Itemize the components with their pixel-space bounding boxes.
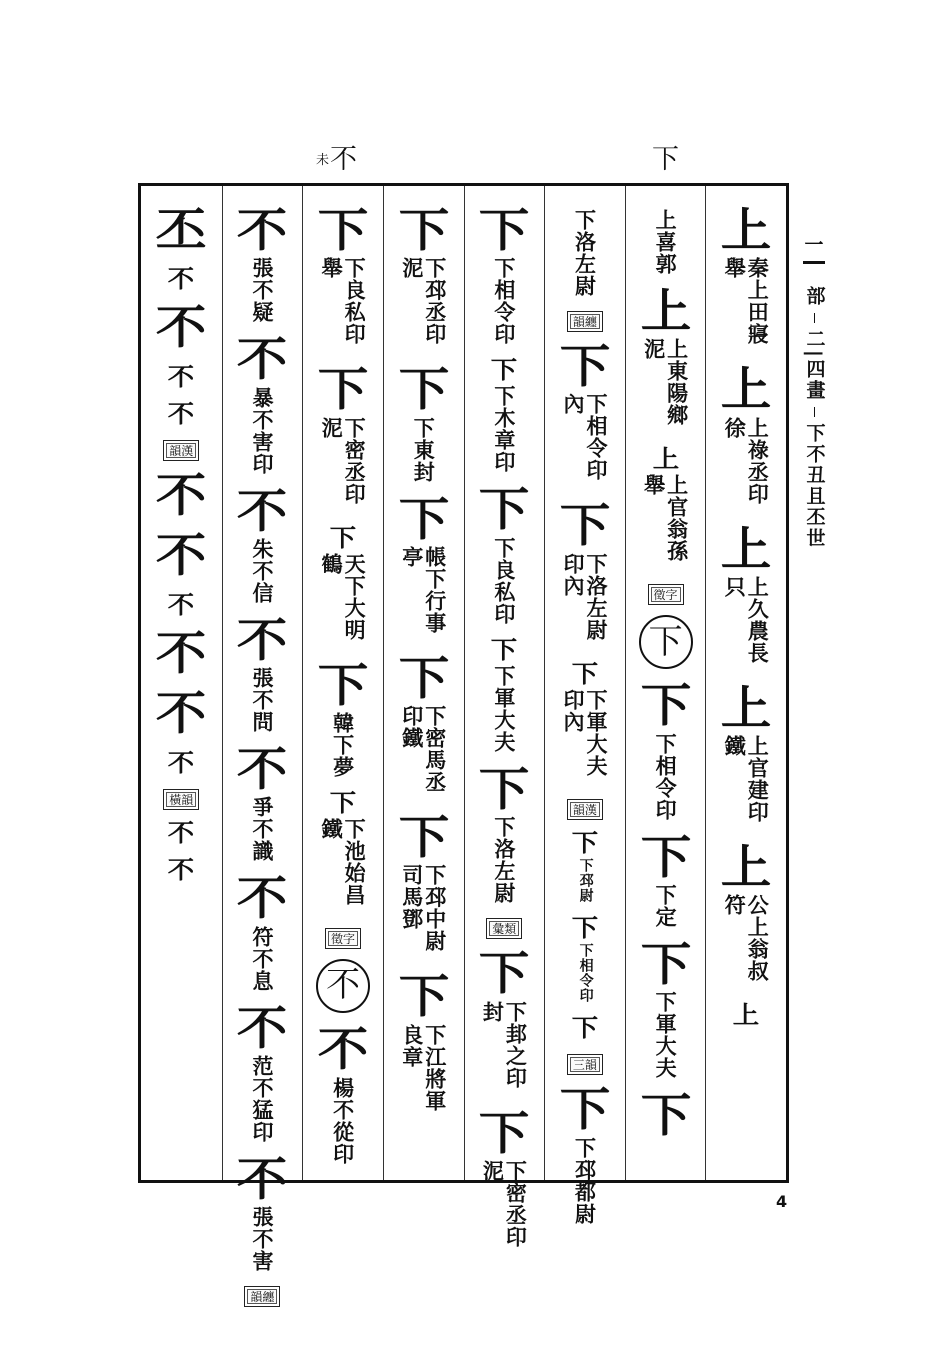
seal-caption: 上喜郭 — [653, 209, 679, 275]
seal-glyph: 下 — [491, 355, 518, 385]
table-column — [141, 186, 222, 1180]
seal-glyph: 不 — [237, 742, 288, 797]
seal-caption: 天下大明鶴 — [319, 552, 368, 641]
seal-entry — [573, 206, 596, 297]
seal-glyph: 下 — [640, 829, 691, 884]
header-char-left-small: 未 — [316, 153, 330, 168]
seal-glyph: 下 — [491, 634, 518, 664]
seal-entry — [479, 482, 530, 625]
seal-entry — [492, 357, 516, 473]
seal-glyph: 上 — [720, 203, 772, 257]
seal-glyph: 不 — [168, 817, 195, 847]
seal-glyph: 下 — [559, 498, 611, 553]
page-number: 4 — [776, 1192, 788, 1211]
seal-glyph: 下 — [571, 1013, 599, 1043]
seal-glyph: 上 — [720, 521, 772, 576]
seal-entry — [168, 361, 195, 391]
header-char-left — [316, 146, 357, 173]
seal-entry — [156, 686, 207, 741]
table-column — [705, 186, 786, 1180]
seal-entry — [168, 817, 195, 847]
seal-caption: 下相令印 — [577, 943, 594, 1004]
seal-entry — [168, 398, 195, 428]
seal-glyph: 不 — [237, 871, 288, 926]
seal-caption: 爭不識 — [249, 796, 275, 863]
seal-caption: 暴不害印 — [249, 386, 275, 475]
seal-entry — [237, 1000, 288, 1144]
seal-entry — [398, 491, 449, 642]
seal-glyph: 下 — [479, 946, 530, 1001]
seal-glyph: 下 — [398, 969, 449, 1024]
seal-glyph: 下 — [398, 203, 449, 257]
seal-entry — [156, 468, 207, 523]
seal-entry — [237, 742, 288, 863]
radical-char: 一 — [804, 234, 824, 256]
seal-entry — [398, 203, 449, 353]
seal-entry — [156, 625, 207, 680]
seal-glyph: 下 — [640, 1088, 691, 1143]
source-badge: 徵字 — [648, 584, 684, 605]
seal-entry — [398, 362, 449, 483]
seal-entry — [559, 498, 611, 648]
seal-entry — [640, 829, 691, 929]
seal-caption: 下洛左尉 — [572, 209, 598, 297]
seal-caption: 下軍大夫 — [653, 991, 679, 1080]
seal-glyph: 上 — [640, 284, 691, 338]
header-char-right: 下 — [652, 144, 679, 175]
seal-glyph: 丕 — [156, 203, 207, 257]
seal-caption: 朱不信 — [249, 537, 275, 604]
seal-entry — [237, 612, 288, 734]
seal-glyph: 下 — [571, 912, 599, 942]
seal-entry — [571, 912, 599, 1004]
seal-caption: 符不息 — [249, 925, 275, 992]
seal-glyph: 上 — [732, 1000, 760, 1030]
table-column — [302, 186, 383, 1180]
seal-entry — [720, 203, 772, 353]
seal-entry — [560, 658, 610, 785]
seal-entry — [642, 446, 688, 570]
seal-caption: 上久農長只 — [722, 575, 771, 664]
seal-caption: 下軍大夫 — [491, 664, 517, 753]
seal-entry — [720, 362, 772, 512]
seal-entry — [168, 854, 195, 884]
seal-caption: 上祿丞印徐 — [722, 416, 771, 505]
source-badge: 彙類 — [486, 918, 522, 939]
table-column — [464, 186, 545, 1248]
seal-glyph: 下 — [317, 362, 369, 417]
seal-glyph: 不 — [168, 589, 195, 619]
seal-glyph: 下 — [559, 339, 611, 393]
radical-label: 部 — [803, 286, 826, 307]
seal-caption: 下定 — [653, 884, 679, 929]
seal-caption: 上東陽鄉泥 — [641, 338, 690, 427]
seal-entry — [156, 528, 207, 583]
seal-entry — [319, 522, 368, 649]
seal-caption: 秦上田寢舉 — [722, 257, 771, 346]
seal-entry — [640, 937, 691, 1080]
seal-entry — [320, 790, 366, 914]
seal-caption: 下密丞印泥 — [319, 416, 368, 505]
seal-glyph: 上 — [652, 444, 679, 474]
seal-glyph: 下 — [479, 1105, 530, 1160]
seal-caption: 張不問 — [249, 667, 275, 734]
seal-glyph: 下 — [398, 810, 449, 865]
seal-entry — [237, 332, 288, 475]
seal-glyph: 不 — [156, 686, 207, 741]
seal-glyph: 下 — [479, 482, 530, 537]
seal-entry — [168, 589, 195, 619]
seal-entry — [398, 650, 449, 801]
divider — [814, 407, 815, 417]
seal-caption: 上官翁孫舉 — [641, 474, 690, 563]
seal-entry — [317, 203, 369, 353]
seal-glyph: 不 — [168, 854, 195, 884]
seal-caption: 下洛左尉印內 — [560, 552, 610, 641]
seal-caption: 下邳丞印泥 — [399, 257, 448, 346]
seal-entry — [640, 1088, 691, 1143]
seal-caption: 帳下行事亭 — [399, 545, 448, 634]
seal-caption: 張不害 — [249, 1206, 275, 1273]
seal-caption: 下相令印內 — [560, 393, 610, 482]
seal-glyph: 下 — [479, 761, 530, 816]
table-column — [625, 186, 706, 1180]
seal-entry — [237, 1152, 288, 1273]
seal-entry — [732, 1000, 760, 1030]
seal-entry — [720, 680, 772, 831]
radical-rule — [803, 261, 825, 264]
seal-caption: 上官建印鐵 — [722, 735, 771, 824]
seal-glyph: 上 — [720, 362, 772, 417]
seal-caption: 下池始昌鐵 — [319, 818, 368, 907]
seal-glyph: 不 — [316, 959, 370, 1013]
seal-caption: 楊不從印 — [330, 1076, 356, 1165]
seal-glyph: 下 — [398, 491, 449, 546]
seal-caption: 下邳尉 — [577, 857, 594, 903]
seal-entry — [316, 959, 370, 1013]
seal-entry — [571, 827, 599, 903]
seal-glyph: 下 — [571, 658, 599, 688]
seal-glyph: 下 — [317, 657, 369, 712]
seal-caption: 下木章印 — [491, 385, 517, 474]
seal-caption: 下良私印舉 — [319, 257, 368, 346]
seal-entry — [237, 871, 288, 992]
seal-entry — [398, 810, 449, 960]
seal-entry — [156, 203, 207, 257]
seal-caption: 下東封 — [411, 416, 437, 483]
seal-entry — [479, 761, 530, 905]
seal-caption: 下洛左尉 — [491, 816, 517, 905]
seal-glyph: 不 — [237, 1152, 288, 1207]
seal-glyph: 下 — [329, 522, 357, 552]
seal-glyph: 上 — [720, 680, 772, 735]
source-badge: 韻漢 — [567, 799, 603, 820]
seal-entry — [559, 339, 611, 489]
source-badge: 徵字 — [325, 928, 361, 949]
seal-entry — [317, 362, 369, 512]
seal-glyph: 不 — [168, 361, 195, 391]
seal-glyph: 不 — [168, 747, 195, 777]
seal-entry — [479, 1105, 530, 1256]
seal-caption: 范不猛印 — [249, 1055, 275, 1144]
seal-glyph: 不 — [168, 264, 195, 294]
seal-caption: 下邽之印封 — [480, 1000, 529, 1089]
divider — [814, 313, 815, 323]
seal-caption: 下邳都尉 — [572, 1136, 598, 1225]
seal-entry — [168, 747, 195, 777]
seal-entry — [640, 678, 691, 821]
seal-entry — [398, 969, 449, 1119]
seal-glyph: 下 — [317, 203, 369, 257]
seal-entry — [491, 634, 518, 753]
seal-glyph: 不 — [156, 468, 207, 523]
seal-entry — [720, 521, 772, 672]
seal-glyph: 上 — [720, 840, 772, 895]
seal-entry — [640, 284, 691, 434]
seal-glyph: 不 — [168, 398, 195, 428]
table-column — [544, 186, 625, 1225]
seal-entry — [237, 483, 288, 604]
source-badge: 韻漢 — [163, 440, 199, 461]
source-badge: 橫韻 — [163, 789, 199, 810]
seal-caption: 下密丞印泥 — [480, 1159, 529, 1248]
seal-caption: 下相令印 — [491, 257, 517, 346]
seal-glyph: 不 — [237, 1000, 288, 1055]
seal-caption: 下密馬丞印鐵 — [399, 705, 448, 794]
seal-caption: 下江將軍良章 — [399, 1023, 448, 1112]
section-characters: 下不丑且丕世 — [803, 422, 826, 549]
seal-glyph: 下 — [640, 678, 691, 733]
seal-entry — [156, 300, 207, 355]
seal-entry — [317, 657, 369, 779]
seal-entry — [168, 264, 195, 294]
stroke-range: 二|四畫 — [803, 329, 826, 401]
seal-glyph: 不 — [237, 612, 288, 667]
seal-caption: 下軍大夫印內 — [560, 688, 610, 777]
source-badge: 韻纏 — [244, 1286, 280, 1307]
seal-glyph: 不 — [237, 332, 288, 387]
seal-entry — [317, 1022, 369, 1165]
table-column — [222, 186, 303, 1305]
seal-caption: 張不疑 — [249, 257, 275, 324]
seal-entry — [479, 203, 530, 346]
seal-glyph: 下 — [479, 203, 530, 257]
header-char-left-main: 不 — [330, 144, 358, 175]
side-index — [796, 230, 832, 549]
seal-glyph: 不 — [237, 203, 288, 257]
seal-caption: 公上翁叔符 — [722, 894, 771, 983]
seal-glyph: 不 — [317, 1022, 369, 1077]
source-badge: 三韻 — [567, 1054, 603, 1075]
seal-glyph: 下 — [640, 937, 691, 992]
seal-entry — [654, 206, 677, 275]
seal-glyph: 不 — [237, 483, 288, 538]
seal-caption: 韓下夢 — [330, 712, 356, 779]
seal-caption: 下邳中尉司馬鄧 — [399, 864, 448, 953]
seal-entry — [479, 946, 530, 1096]
seal-glyph: 下 — [639, 615, 693, 669]
seal-glyph: 不 — [156, 300, 207, 355]
seal-glyph: 下 — [559, 1082, 611, 1137]
seal-entry — [571, 1013, 599, 1043]
seal-entry — [720, 840, 772, 990]
seal-caption: 下良私印 — [491, 536, 517, 625]
seal-glyph: 下 — [398, 650, 449, 705]
seal-entry — [237, 203, 288, 324]
character-table — [138, 183, 789, 1305]
seal-caption: 下相令印 — [653, 732, 679, 821]
seal-glyph: 下 — [571, 827, 599, 857]
seal-glyph: 不 — [156, 528, 207, 583]
seal-glyph: 下 — [398, 362, 449, 417]
seal-entry — [559, 1082, 611, 1225]
source-badge: 韻纏 — [567, 311, 603, 332]
seal-glyph: 下 — [329, 788, 357, 818]
seal-glyph: 不 — [156, 625, 207, 680]
table-column — [383, 186, 464, 1180]
seal-entry — [639, 615, 693, 669]
